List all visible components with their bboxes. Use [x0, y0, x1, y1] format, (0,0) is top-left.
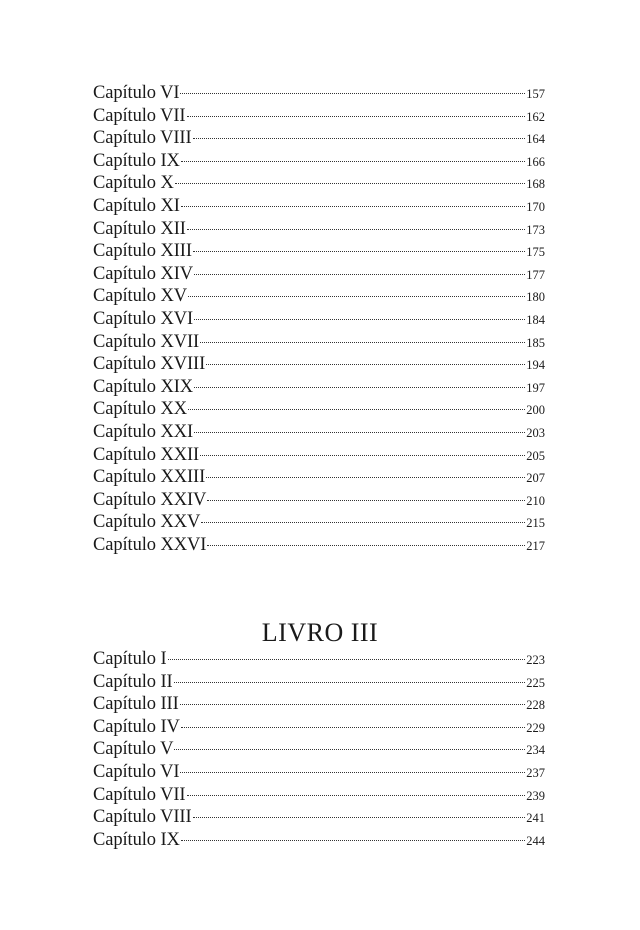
toc-list-livro-iii [93, 648, 545, 851]
dot-leader [187, 229, 525, 230]
chapter-label: Capítulo X [93, 173, 174, 194]
toc-entry [93, 308, 545, 331]
chapter-label: Capítulo I [93, 649, 167, 669]
page-number: 217 [526, 538, 545, 553]
toc-entry [93, 150, 545, 173]
toc-entry [93, 466, 545, 489]
dot-leader [193, 138, 526, 139]
page-number: 228 [526, 698, 545, 713]
page-number: 166 [526, 154, 545, 169]
dot-leader [194, 319, 525, 320]
page-number: 177 [526, 267, 545, 282]
chapter-label: Capítulo XXV [93, 512, 201, 533]
dot-leader [168, 659, 526, 660]
page-number: 223 [526, 653, 545, 667]
chapter-label: Capítulo VII [93, 105, 186, 126]
page-number: 175 [526, 245, 545, 260]
dot-leader [175, 183, 526, 184]
dot-leader [194, 432, 525, 433]
dot-leader [194, 387, 525, 388]
chapter-label: Capítulo IX [93, 150, 180, 171]
page-number: 225 [526, 675, 545, 690]
dot-leader [207, 500, 525, 501]
page-number: 194 [526, 358, 545, 373]
chapter-label: Capítulo XXII [93, 444, 200, 465]
toc-entry [93, 240, 545, 263]
chapter-label: Capítulo XVI [93, 308, 194, 329]
chapter-label: Capítulo XX [93, 399, 187, 420]
toc-entry [93, 172, 545, 195]
page-number: 215 [526, 516, 545, 531]
page-number: 205 [526, 448, 545, 463]
chapter-label: Capítulo XII [93, 218, 186, 239]
page-number: 164 [526, 132, 545, 147]
chapter-label: Capítulo XI [93, 195, 180, 216]
toc-entry [93, 738, 545, 761]
dot-leader [181, 161, 525, 162]
dot-leader [207, 545, 525, 546]
chapter-label: Capítulo III [93, 694, 179, 715]
chapter-label: Capítulo IX [93, 829, 180, 850]
toc-entry [93, 285, 545, 308]
page-number: 173 [526, 222, 545, 237]
toc-entry [93, 716, 545, 739]
dot-leader [193, 251, 525, 252]
toc-entry [93, 648, 545, 671]
toc-entry [93, 671, 545, 694]
dot-leader [188, 296, 525, 297]
chapter-label: Capítulo XXVI [93, 534, 207, 555]
toc-entry [93, 489, 545, 512]
chapter-label: Capítulo XV [93, 286, 187, 307]
page-number: 229 [526, 720, 545, 735]
toc-entry [93, 195, 545, 218]
dot-leader [180, 772, 525, 773]
toc-entry [93, 218, 545, 241]
dot-leader [181, 727, 525, 728]
toc-entry [93, 511, 545, 534]
toc-entry [93, 353, 545, 376]
toc-entry [93, 784, 545, 807]
page-number: 244 [526, 833, 545, 848]
page-number: 170 [526, 199, 545, 214]
toc-entry [93, 263, 545, 286]
chapter-label: Capítulo VII [93, 784, 186, 805]
dot-leader [200, 455, 525, 456]
page-number: 237 [526, 765, 545, 780]
dot-leader [206, 364, 525, 365]
chapter-label: Capítulo VIII [93, 128, 192, 149]
dot-leader [180, 704, 526, 705]
chapter-label: Capítulo VIII [93, 807, 192, 828]
toc-entry [93, 127, 545, 150]
chapter-label: Capítulo XIV [93, 263, 194, 284]
chapter-label: Capítulo XIII [93, 241, 192, 262]
page-number: 200 [526, 403, 545, 418]
page-number: 234 [526, 743, 545, 758]
dot-leader [174, 682, 526, 683]
chapter-label: Capítulo V [93, 739, 174, 760]
toc-entry [93, 761, 545, 784]
chapter-label: Capítulo IV [93, 716, 180, 737]
toc-entry [93, 105, 545, 128]
page-number: 239 [526, 788, 545, 803]
chapter-label: Capítulo II [93, 671, 173, 692]
toc-entry [93, 829, 545, 852]
dot-leader [201, 522, 525, 523]
toc-entry [93, 693, 545, 716]
dot-leader [181, 840, 525, 841]
chapter-label: Capítulo XXI [93, 421, 194, 442]
toc-entry [93, 398, 545, 421]
page-number: 203 [526, 425, 545, 440]
chapter-label: Capítulo VI [93, 83, 180, 103]
toc-list-previous-book [93, 82, 545, 556]
toc-entry [93, 331, 545, 354]
page-number: 185 [526, 335, 545, 350]
page-number: 180 [526, 290, 545, 305]
chapter-label: Capítulo XVII [93, 331, 200, 352]
dot-leader [187, 116, 526, 117]
page-number: 157 [526, 87, 545, 101]
toc-entry [93, 376, 545, 399]
page-number: 162 [526, 109, 545, 124]
dot-leader [188, 409, 525, 410]
chapter-label: Capítulo XIX [93, 376, 194, 397]
dot-leader [180, 93, 525, 94]
page-number: 168 [526, 177, 545, 192]
page-number: 241 [526, 811, 545, 826]
dot-leader [174, 749, 525, 750]
chapter-label: Capítulo XXIII [93, 467, 206, 488]
page-number: 197 [526, 380, 545, 395]
book-title: LIVRO III [261, 618, 379, 647]
toc-entry [93, 534, 545, 557]
chapter-label: Capítulo VI [93, 761, 180, 782]
toc-entry [93, 444, 545, 467]
toc-entry [93, 82, 545, 105]
page-number: 207 [526, 471, 545, 486]
page-number: 184 [526, 312, 545, 327]
toc-entry [93, 806, 545, 829]
dot-leader [187, 795, 526, 796]
dot-leader [181, 206, 525, 207]
dot-leader [194, 274, 525, 275]
chapter-label: Capítulo XVIII [93, 354, 206, 375]
page-number: 210 [526, 493, 545, 508]
dot-leader [200, 342, 525, 343]
toc-entry [93, 421, 545, 444]
chapter-label: Capítulo XXIV [93, 489, 207, 510]
dot-leader [193, 817, 526, 818]
dot-leader [206, 477, 525, 478]
